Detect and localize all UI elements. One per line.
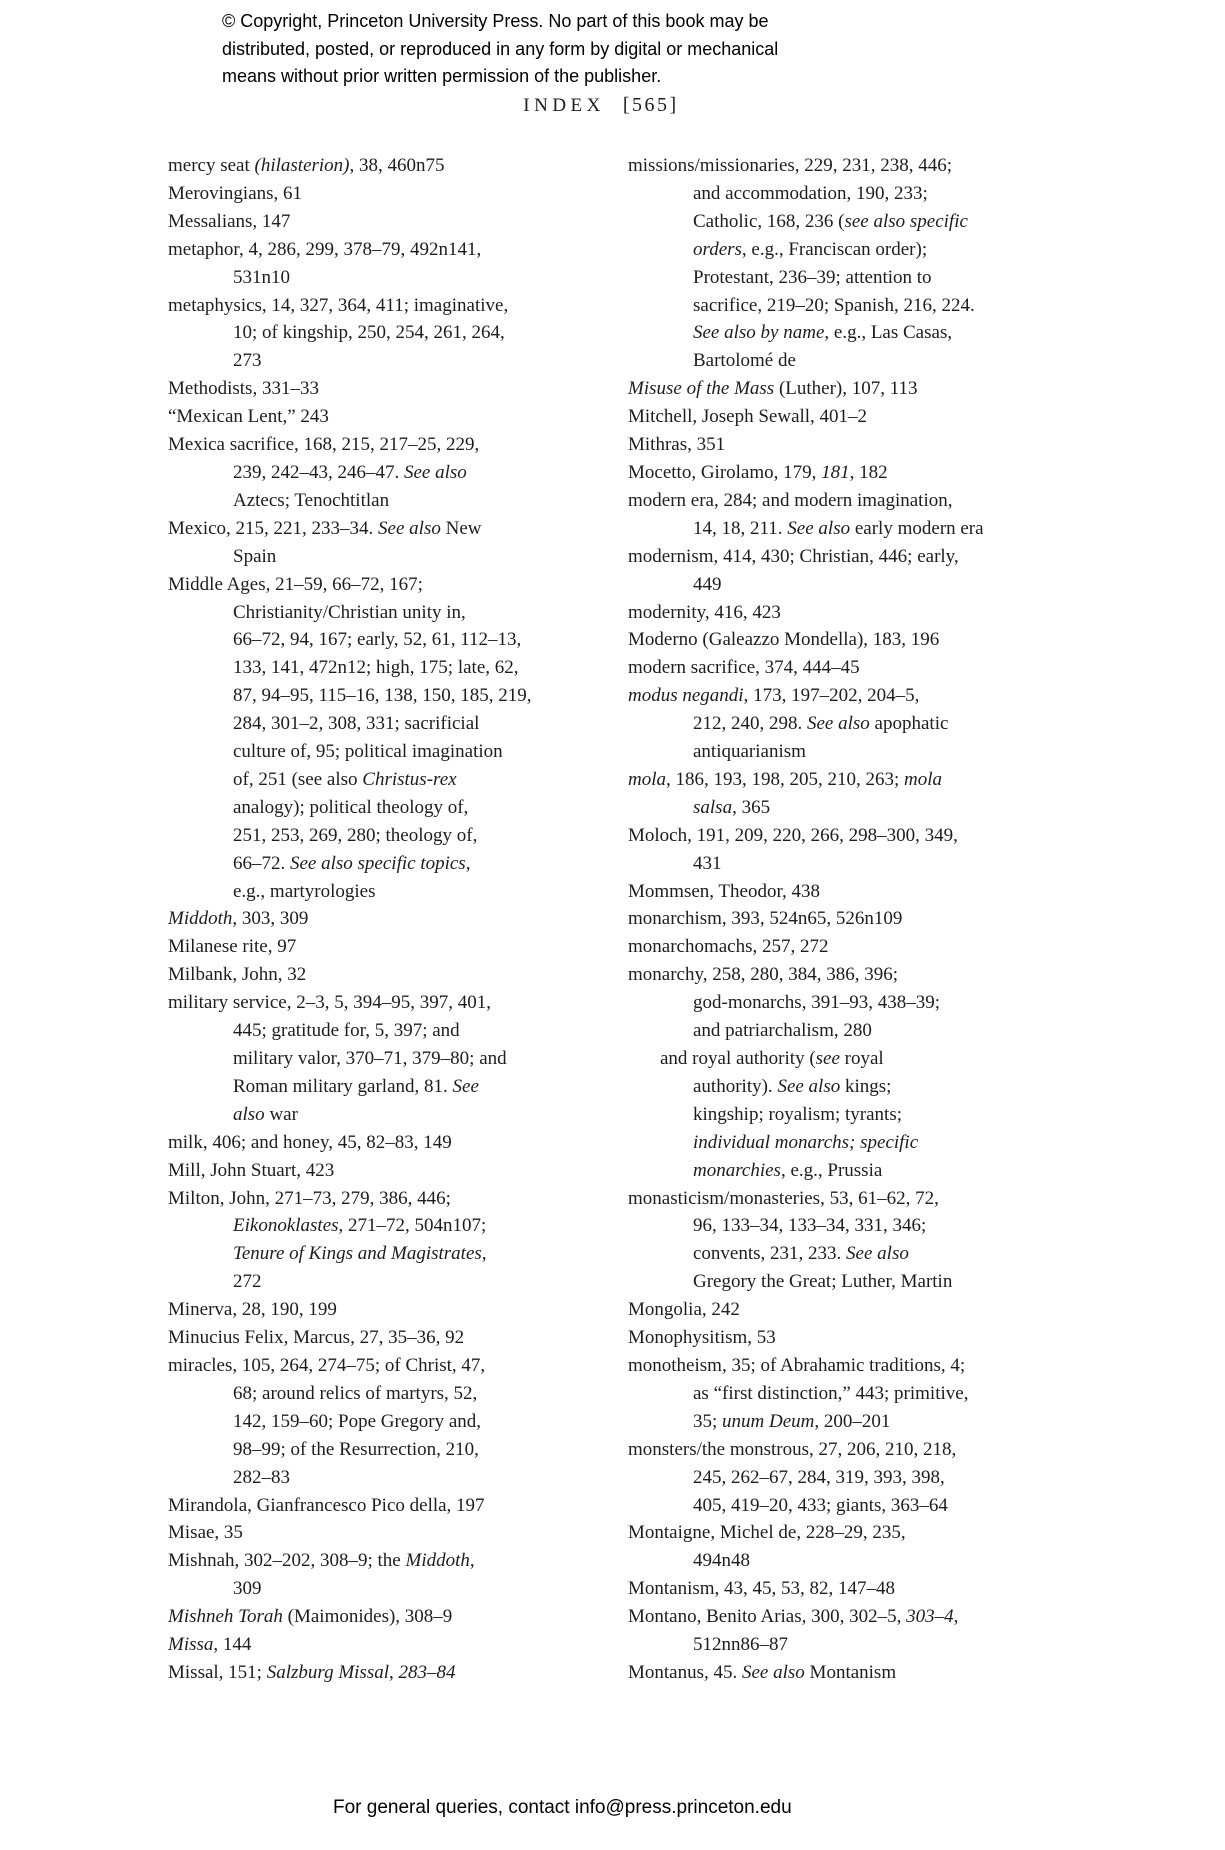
index-line: [168, 738, 568, 766]
index-text-italic: 181: [821, 461, 850, 483]
index-text: kingship; royalism; tyrants;: [693, 1103, 902, 1125]
index-text: Montaigne, Michel de, 228–29, 235,: [628, 1522, 906, 1544]
index-text-italic: see: [815, 1048, 840, 1069]
index-line: [168, 1352, 568, 1380]
index-text: culture of, 95; political imagination: [233, 741, 503, 763]
index-text: , 144: [213, 1634, 252, 1656]
index-text: 14, 18, 211.: [693, 517, 788, 539]
index-line: [628, 375, 1068, 403]
index-text: missions/missionaries, 229, 231, 238, 446;: [628, 155, 953, 176]
index-text: “Mexican Lent,” 243: [168, 406, 329, 428]
index-line: [168, 822, 568, 850]
index-line: [168, 1380, 568, 1408]
index-text: ,: [469, 1550, 475, 1572]
index-line: [628, 264, 1068, 292]
index-line: [628, 654, 1068, 682]
index-text: 96, 133–34, 133–34, 331, 346;: [693, 1215, 927, 1237]
index-text: early modern era: [850, 517, 984, 539]
index-text-italic: See also: [378, 517, 441, 539]
index-line: [168, 264, 568, 292]
index-line: [628, 1185, 1068, 1213]
index-text-italic: salsa: [693, 796, 733, 818]
index-line: [628, 459, 1068, 487]
index-text: Milton, John, 271–73, 279, 386, 446;: [168, 1187, 451, 1209]
index-line: [168, 543, 568, 571]
index-text-italic: Misuse of the Mass: [628, 378, 775, 400]
index-text: god-monarchs, 391–93, 438–39;: [693, 992, 940, 1014]
index-text: 239, 242–43, 246–47.: [233, 461, 404, 483]
index-line: [168, 571, 568, 599]
index-text: 273: [233, 350, 262, 372]
index-line: [628, 1240, 1068, 1268]
index-line: [628, 794, 1068, 822]
index-text: of, 251 (see also: [233, 768, 363, 790]
index-text: metaphor, 4, 286, 299, 378–79, 492n141,: [168, 238, 482, 260]
index-text: monasticism/monasteries, 53, 61–62, 72,: [628, 1187, 939, 1209]
index-text: 98–99; of the Resurrection, 210,: [233, 1438, 479, 1460]
index-line: [628, 766, 1068, 794]
index-text: war: [264, 1103, 298, 1125]
index-text: 66–72.: [233, 852, 290, 874]
index-column-left: [168, 152, 568, 1687]
index-line: [628, 1157, 1068, 1185]
index-line: [628, 1519, 1068, 1547]
index-text-italic: Missa: [168, 1634, 214, 1656]
index-text: military service, 2–3, 5, 394–95, 397, 401,: [168, 992, 491, 1014]
index-text: Bartolomé de: [693, 350, 796, 372]
index-text: Spain: [233, 545, 277, 567]
index-text-italic: Middoth: [405, 1550, 470, 1572]
index-text-italic: See also: [787, 517, 851, 539]
index-text: New: [440, 517, 482, 539]
index-text-italic: unum Deum: [722, 1410, 815, 1432]
index-text: Moloch, 191, 209, 220, 266, 298–300, 349,: [628, 824, 958, 846]
index-text: 309: [233, 1578, 262, 1600]
index-line: [628, 961, 1068, 989]
index-line: [628, 1492, 1068, 1520]
index-line: [168, 236, 568, 264]
index-text: mercy seat: [168, 155, 255, 176]
index-line: [628, 1017, 1068, 1045]
index-line: [628, 1212, 1068, 1240]
index-text: , 182: [849, 461, 888, 483]
index-text: 66–72, 94, 167; early, 52, 61, 112–13,: [233, 629, 522, 651]
index-line: [628, 1659, 1068, 1687]
index-text-italic: See also: [777, 1075, 841, 1097]
index-text: Mexica sacrifice, 168, 215, 217–25, 229,: [168, 434, 480, 456]
index-text: Minucius Felix, Marcus, 27, 35–36, 92: [168, 1327, 465, 1349]
index-line: [168, 961, 568, 989]
index-text: Methodists, 331–33: [168, 378, 319, 400]
index-line: [168, 403, 568, 431]
index-line: [168, 1492, 568, 1520]
index-line: [168, 180, 568, 208]
index-line: [168, 1436, 568, 1464]
index-line: [628, 292, 1068, 320]
index-text-italic: Tenure of Kings and Magistrates: [233, 1243, 482, 1265]
index-line: [628, 1631, 1068, 1659]
index-line: [168, 375, 568, 403]
index-text: , 200–201: [814, 1410, 891, 1432]
index-text: Middle Ages, 21–59, 66–72, 167;: [168, 573, 423, 595]
index-line: [168, 878, 568, 906]
index-text: 449: [693, 573, 722, 595]
index-text: 133, 141, 472n12; high, 175; late, 62,: [233, 657, 519, 679]
index-text: 10; of kingship, 250, 254, 261, 264,: [233, 322, 505, 344]
index-line: [168, 850, 568, 878]
index-line: [168, 1575, 568, 1603]
index-text-italic: modus negandi: [628, 685, 744, 707]
index-line: [628, 1129, 1068, 1157]
index-text: modernism, 414, 430; Christian, 446; early,: [628, 545, 959, 567]
index-text: 68; around relics of martyrs, 52,: [233, 1382, 478, 1404]
index-text: Milanese rite, 97: [168, 936, 297, 958]
index-line: [168, 1519, 568, 1547]
index-text: Montanism: [804, 1661, 897, 1683]
index-line: [168, 319, 568, 347]
index-line: [168, 1185, 568, 1213]
index-column-right: [628, 152, 1068, 1687]
index-text: 245, 262–67, 284, 319, 393, 398,: [693, 1466, 945, 1488]
index-text: apophatic: [869, 713, 949, 735]
index-text: , 173, 197–202, 204–5,: [743, 685, 920, 707]
index-line: [168, 1296, 568, 1324]
index-text-italic: See: [452, 1075, 479, 1097]
index-line: [168, 626, 568, 654]
index-text: (Luther), 107, 113: [774, 378, 918, 400]
index-line: [168, 487, 568, 515]
index-line: [168, 1240, 568, 1268]
index-text: 405, 419–20, 433; giants, 363–64: [693, 1494, 948, 1516]
index-line: [168, 347, 568, 375]
index-line: [168, 1212, 568, 1240]
footer-contact: For general queries, contact info@press.princeton.edu: [333, 1797, 792, 1818]
index-text: military valor, 370–71, 379–80; and: [233, 1048, 507, 1069]
index-text: , 303, 309: [232, 908, 309, 930]
index-text: monotheism, 35; of Abrahamic traditions, 4;: [628, 1354, 966, 1376]
index-text: , e.g., Franciscan order);: [741, 238, 928, 260]
index-line: [628, 152, 1068, 180]
index-line: [168, 710, 568, 738]
index-line: [168, 682, 568, 710]
index-line: [168, 794, 568, 822]
index-text: 212, 240, 298.: [693, 713, 807, 735]
index-line: [168, 515, 568, 543]
index-line: [628, 710, 1068, 738]
index-text: authority).: [693, 1075, 778, 1097]
index-line: [628, 1073, 1068, 1101]
index-line: [628, 1575, 1068, 1603]
index-text: , 365: [732, 796, 771, 818]
index-line: [168, 1603, 568, 1631]
index-text: , 271–72, 504n107;: [338, 1215, 487, 1237]
index-text: analogy); political theology of,: [233, 796, 469, 818]
index-line: [168, 459, 568, 487]
index-line: [168, 1324, 568, 1352]
index-text: royal: [839, 1048, 884, 1069]
index-text-italic: (hilasterion): [254, 155, 350, 176]
index-text-italic: See also specific topics: [290, 852, 466, 874]
index-text: Roman military garland, 81.: [233, 1075, 453, 1097]
index-text: monsters/the monstrous, 27, 206, 210, 218,: [628, 1438, 957, 1460]
index-text: Protestant, 236–39; attention to: [693, 266, 932, 288]
index-line: [168, 431, 568, 459]
index-text: Aztecs; Tenochtitlan: [233, 489, 390, 511]
index-text-italic: 303–4: [906, 1606, 954, 1628]
index-line: [628, 319, 1068, 347]
index-text-italic: Middoth: [168, 908, 233, 930]
index-text: miracles, 105, 264, 274–75; of Christ, 47,: [168, 1354, 486, 1376]
index-line: [628, 1045, 1068, 1073]
index-line: [628, 822, 1068, 850]
index-text: Mexico, 215, 221, 233–34.: [168, 517, 379, 539]
page-number: [565]: [622, 94, 679, 116]
index-line: [628, 878, 1068, 906]
index-heading: INDEX: [523, 95, 605, 116]
index-text: as “first distinction,” 443; primitive,: [693, 1382, 969, 1404]
index-text: , 186, 193, 198, 205, 210, 263;: [666, 768, 905, 790]
index-text-italic: See also: [404, 461, 467, 483]
index-line: [168, 1045, 568, 1073]
index-line: [628, 1547, 1068, 1575]
index-text: and royal authority (: [660, 1048, 816, 1069]
index-text: antiquarianism: [693, 741, 806, 763]
index-text: Mitchell, Joseph Sewall, 401–2: [628, 406, 868, 428]
index-line: [628, 208, 1068, 236]
index-text: Missal, 151;: [168, 1661, 267, 1683]
index-text: 445; gratitude for, 5, 397; and: [233, 1020, 460, 1042]
index-line: [628, 1436, 1068, 1464]
index-line: [628, 1296, 1068, 1324]
index-text: Mishnah, 302–202, 308–9; the: [168, 1550, 406, 1572]
index-text-italic: mola: [904, 768, 943, 790]
index-text: 494n48: [693, 1550, 750, 1572]
index-text-italic: monarchies: [693, 1159, 781, 1181]
index-line: [628, 543, 1068, 571]
index-text: modernity, 416, 423: [628, 601, 781, 623]
index-text: kings;: [840, 1075, 892, 1097]
index-text-italic: Eikonoklastes: [233, 1215, 339, 1237]
index-text: ,: [465, 852, 471, 874]
index-line: [168, 1017, 568, 1045]
index-line: [628, 571, 1068, 599]
index-line: [168, 1129, 568, 1157]
index-line: [628, 1324, 1068, 1352]
index-line: [168, 599, 568, 627]
index-line: [628, 682, 1068, 710]
index-line: [168, 292, 568, 320]
index-text: monarchism, 393, 524n65, 526n109: [628, 908, 903, 930]
index-line: [628, 180, 1068, 208]
index-text: Mocetto, Girolamo, 179,: [628, 461, 822, 483]
index-line: [168, 1101, 568, 1129]
index-text: Moderno (Galeazzo Mondella), 183, 196: [628, 629, 940, 651]
index-text: modern era, 284; and modern imagination,: [628, 489, 953, 511]
index-text: 251, 253, 269, 280; theology of,: [233, 824, 478, 846]
index-text: Merovingians, 61: [168, 182, 303, 204]
index-line: [628, 431, 1068, 459]
index-text: ,: [481, 1243, 487, 1265]
index-text: 282–83: [233, 1466, 290, 1488]
index-text: , e.g., Prussia: [780, 1159, 883, 1181]
index-text: , 38, 460n75: [349, 155, 445, 176]
index-line: [168, 1464, 568, 1492]
index-line: [628, 515, 1068, 543]
index-text: Mommsen, Theodor, 438: [628, 880, 821, 902]
running-head: [0, 94, 1202, 117]
index-text-italic: See also: [846, 1243, 909, 1265]
index-text: 35;: [693, 1410, 723, 1432]
index-text-italic: see also specific: [844, 210, 968, 232]
index-line: [628, 1101, 1068, 1129]
index-text: monarchomachs, 257, 272: [628, 936, 829, 958]
index-text: modern sacrifice, 374, 444–45: [628, 657, 860, 679]
index-line: [628, 403, 1068, 431]
index-line: [628, 1380, 1068, 1408]
index-line: [168, 152, 568, 180]
index-line: [168, 766, 568, 794]
index-text: Milbank, John, 32: [168, 964, 307, 986]
copyright-line: distributed, posted, or reproduced in any form by digital or mechanical: [222, 38, 779, 59]
index-text: 512nn86–87: [693, 1634, 788, 1656]
index-line: [168, 1631, 568, 1659]
index-text: monarchy, 258, 280, 384, 386, 396;: [628, 964, 899, 986]
index-line: [628, 989, 1068, 1017]
index-text: Christianity/Christian unity in,: [233, 601, 466, 623]
index-text-italic: See also by name: [693, 322, 825, 344]
index-line: [628, 1408, 1068, 1436]
index-line: [168, 905, 568, 933]
index-line: [628, 850, 1068, 878]
index-line: [168, 989, 568, 1017]
index-text-italic: See also: [807, 713, 870, 735]
index-text: Monophysitism, 53: [628, 1327, 776, 1349]
index-text: sacrifice, 219–20; Spanish, 216, 224.: [693, 294, 975, 316]
index-text: Catholic, 168, 236 (: [693, 210, 845, 232]
index-line: [628, 933, 1068, 961]
copyright-line: © Copyright, Princeton University Press. No part of this book may be: [222, 11, 769, 31]
index-text: , e.g., Las Casas,: [824, 322, 953, 344]
index-text-italic: Christus-rex: [362, 768, 457, 790]
index-line: [628, 599, 1068, 627]
index-text: ,: [389, 1661, 399, 1683]
index-text-italic: Mishneh Torah: [168, 1606, 283, 1628]
index-text: (Maimonides), 308–9: [282, 1606, 453, 1628]
index-text-italic: individual monarchs; specific: [693, 1131, 919, 1153]
copyright-line: means without prior written permission of the publisher.: [222, 66, 662, 86]
index-line: [168, 1073, 568, 1101]
index-text: metaphysics, 14, 327, 364, 411; imaginative,: [168, 294, 509, 316]
index-text: Mill, John Stuart, 423: [168, 1159, 335, 1181]
index-text: convents, 231, 233.: [693, 1243, 847, 1265]
index-text: ,: [953, 1606, 959, 1628]
index-text: Minerva, 28, 190, 199: [168, 1299, 337, 1321]
index-text: Mithras, 351: [628, 434, 726, 456]
index-line: [168, 1408, 568, 1436]
index-text-italic: Salzburg Missal: [266, 1661, 389, 1683]
index-text-italic: See also: [742, 1661, 805, 1683]
index-line: [168, 654, 568, 682]
index-text: and accommodation, 190, 233;: [693, 182, 928, 204]
index-line: [628, 347, 1068, 375]
index-text: milk, 406; and honey, 45, 82–83, 149: [168, 1131, 452, 1153]
index-line: [168, 933, 568, 961]
index-line: [168, 1659, 568, 1687]
index-line: [628, 905, 1068, 933]
index-line: [628, 1268, 1068, 1296]
index-line: [168, 1157, 568, 1185]
index-text: e.g., martyrologies: [233, 880, 376, 902]
index-text: Gregory the Great; Luther, Martin: [693, 1271, 953, 1293]
index-text: Misae, 35: [168, 1522, 243, 1544]
index-text-italic: also: [233, 1103, 265, 1125]
index-text: 531n10: [233, 266, 290, 288]
index-text: Montanism, 43, 45, 53, 82, 147–48: [628, 1578, 896, 1600]
index-text: 142, 159–60; Pope Gregory and,: [233, 1410, 482, 1432]
copyright-notice: [222, 8, 778, 91]
index-line: [168, 1268, 568, 1296]
index-line: [628, 626, 1068, 654]
index-line: [628, 1603, 1068, 1631]
index-text-italic: 283–84: [398, 1661, 456, 1683]
index-text: and patriarchalism, 280: [693, 1020, 872, 1042]
index-text: Mirandola, Gianfrancesco Pico della, 197: [168, 1494, 485, 1516]
index-text-italic: mola: [628, 768, 666, 790]
index-line: [628, 1352, 1068, 1380]
index-text: Montano, Benito Arias, 300, 302–5,: [628, 1606, 907, 1628]
index-text: Mongolia, 242: [628, 1299, 740, 1321]
index-text: 431: [693, 852, 722, 874]
index-line: [628, 236, 1068, 264]
index-line: [628, 738, 1068, 766]
index-line: [168, 208, 568, 236]
index-text-italic: orders: [693, 238, 742, 260]
index-line: [628, 1464, 1068, 1492]
index-text: 272: [233, 1271, 262, 1293]
index-text: Montanus, 45.: [628, 1661, 742, 1683]
index-text: Messalians, 147: [168, 210, 291, 232]
index-line: [628, 487, 1068, 515]
index-text: 87, 94–95, 115–16, 138, 150, 185, 219,: [233, 685, 532, 707]
index-line: [168, 1547, 568, 1575]
index-text: 284, 301–2, 308, 331; sacrificial: [233, 713, 480, 735]
